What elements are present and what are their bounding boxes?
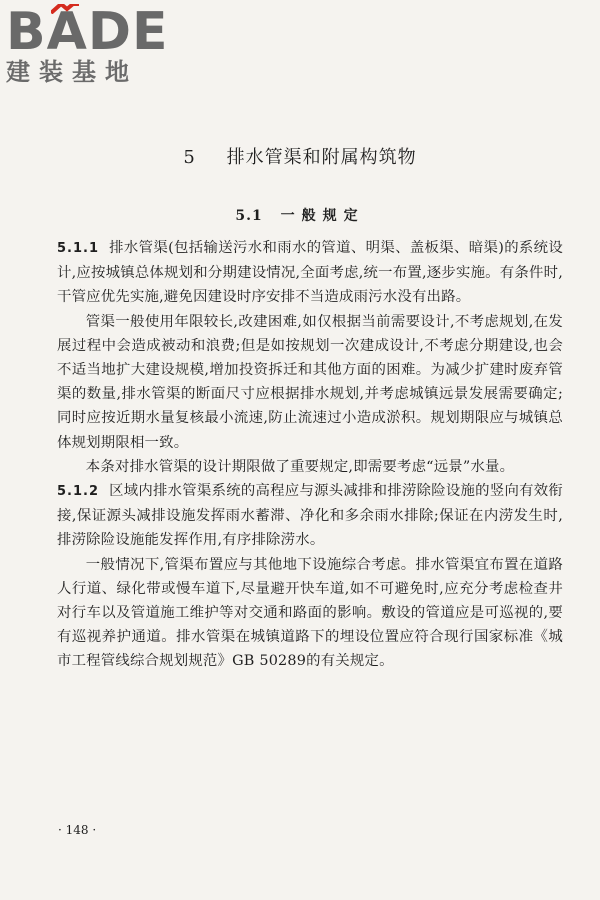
section-number: 5.1 <box>235 208 263 224</box>
page-number: · 148 · <box>58 823 97 837</box>
logo-wordmark: BADE <box>6 2 169 62</box>
logo-accent-icon <box>51 4 79 14</box>
clause-paragraph <box>57 479 563 553</box>
chapter-number: 5 <box>183 147 196 168</box>
commentary-paragraph: 一般情况下,管渠布置应与其他地下设施综合考虑。排水管渠宜布置在道路人行道、绿化带或慢车道下,尽量避开快车道,如不可避免时,应充分考虑检查井对行车以及管道施工维护等对交通和路面的影响。敷设的管道应是可巡视的,要有巡视养护通道。排水管渠在城镇道路下的埋设位置应符合现行国家标准《城市工程管线综合规划规范》GB 50289的有关规定。 <box>57 556 563 670</box>
clause-paragraph <box>57 236 563 310</box>
bade-logo <box>6 2 176 88</box>
chapter-title <box>0 146 600 170</box>
section-title <box>0 206 600 226</box>
clause-number: 5.1.1 <box>57 241 100 256</box>
commentary-paragraph: 本条对排水管渠的设计期限做了重要规定,即需要考虑“远景”水量。 <box>85 458 515 475</box>
body-text <box>57 236 563 674</box>
paragraph-text: 区域内排水管渠系统的高程应与源头减排和排涝除险设施的竖向有效衔接,保证源头减排设施发挥雨水蓄滞、净化和多余雨水排除;保证在内涝发生时,排涝除险设施能发挥作用,有序排除涝水。 <box>57 483 563 549</box>
paragraph-text: 排水管渠(包括输送污水和雨水的管道、明渠、盖板渠、暗渠)的系统设计,应按城镇总体规划和分期建设情况,全面考虑,统一布置,逐步实施。有条件时,干管应优先实施,避免因建设时序安排不当造成雨污水没有出路。 <box>57 240 563 306</box>
chapter-name: 排水管渠和附属构筑物 <box>226 147 417 168</box>
commentary-paragraph: 管渠一般使用年限较长,改建困难,如仅根据当前需要设计,不考虑规划,在发展过程中会造成被动和浪费;但是如按规划一次建成设计,不考虑分期建设,也会不适当地扩大建设规模,增加投资拆迁和其他方面的困难。为减少扩建时废弃管渠的数量,排水管渠的断面尺寸应根据排水规划,并考虑城镇远景发展需要确定;同时应按近期水量复核最小流速,防止流速过小造成淤积。规划期限应与城镇总体规划期限相一致。 <box>57 313 563 451</box>
logo-subtitle: 建装基地 <box>6 58 138 86</box>
section-name: 一般规定 <box>280 208 365 224</box>
clause-number: 5.1.2 <box>57 484 100 500</box>
